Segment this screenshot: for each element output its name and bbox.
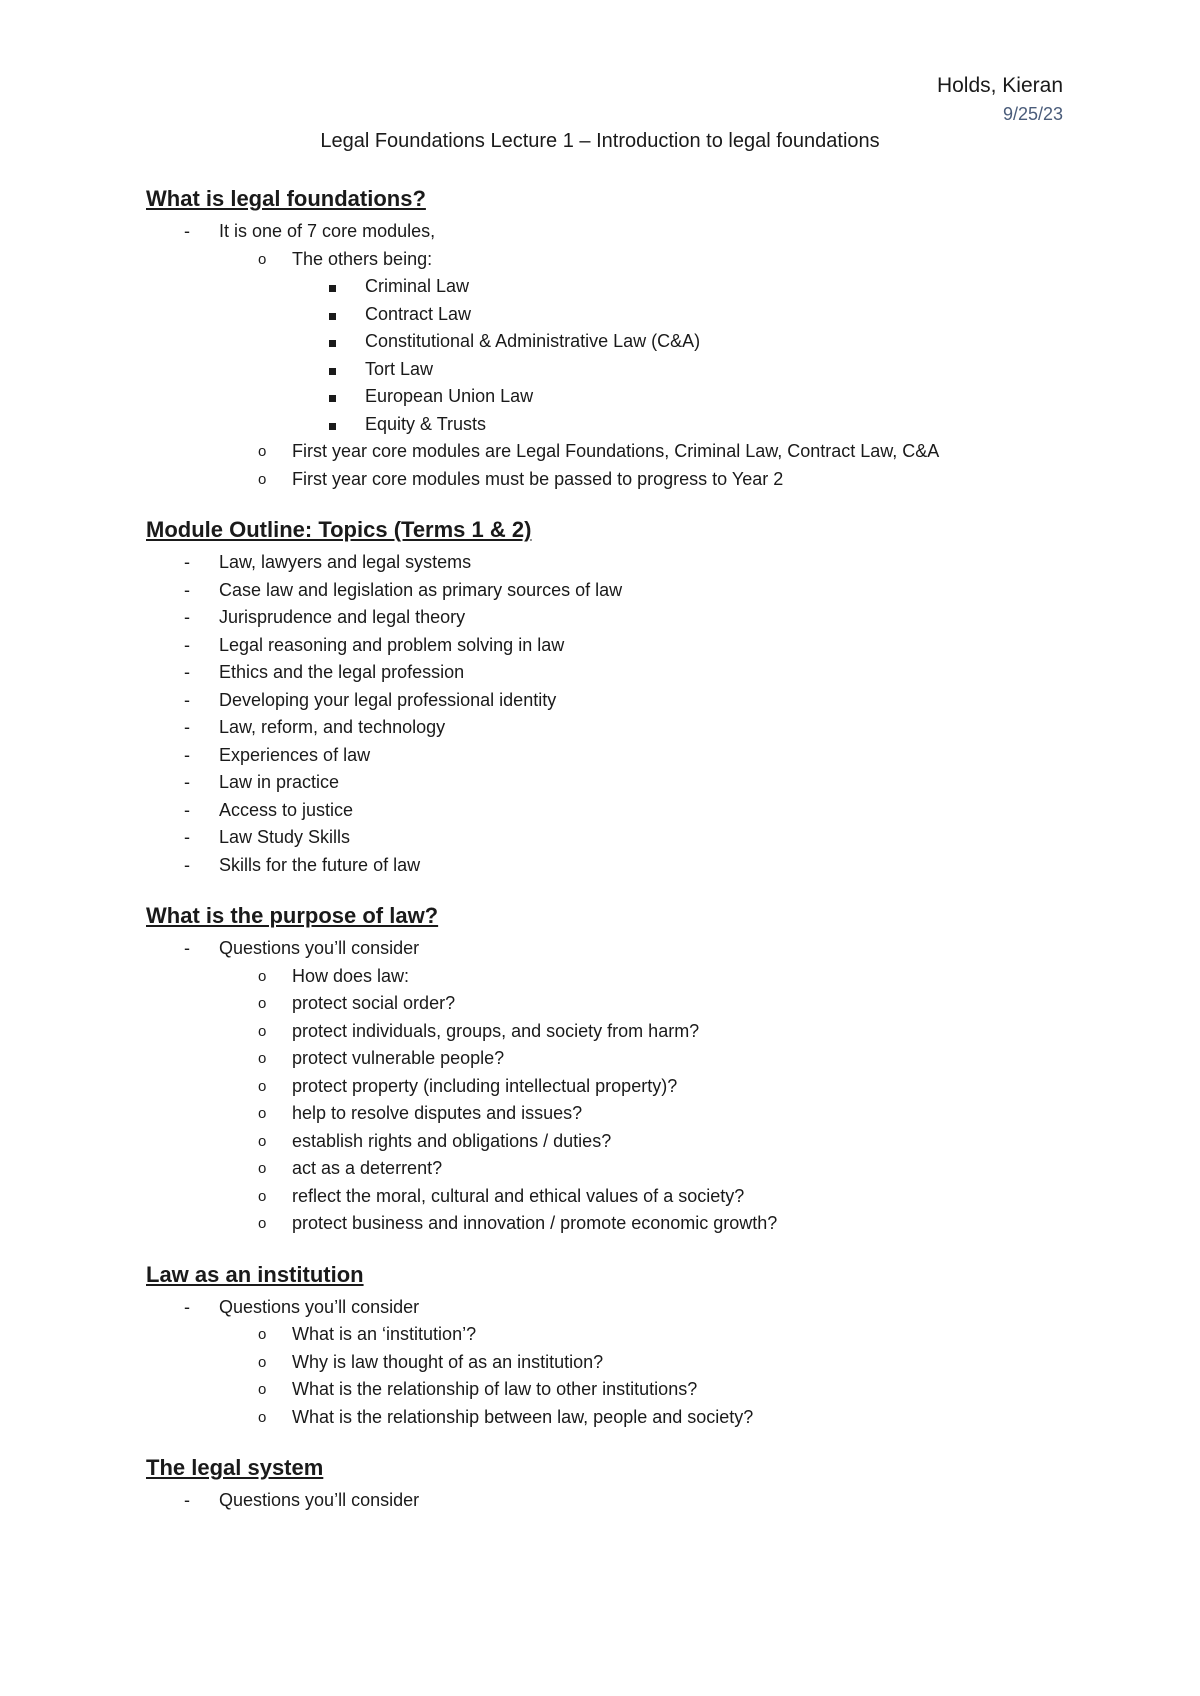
list-item: [146, 328, 1096, 356]
list-item: [146, 1155, 1096, 1183]
list-item-text: protect individuals, groups, and society from harm?: [292, 1020, 700, 1041]
list-item: [146, 273, 1096, 301]
dash-bullet-icon: -: [184, 607, 190, 627]
list-item: [146, 935, 1096, 963]
list-item: [146, 466, 1096, 494]
list-item-text: It is one of 7 core modules,: [219, 221, 436, 241]
list-item-text: establish rights and obligations / duties?: [292, 1130, 612, 1151]
section-heading: Module Outline: Topics (Terms 1 & 2): [146, 517, 532, 542]
dash-bullet-icon: -: [184, 1490, 190, 1510]
list-item-text: Experiences of law: [219, 744, 371, 765]
circle-bullet-icon: o: [258, 1132, 267, 1150]
list-item-text: act as a deterrent?: [292, 1158, 443, 1178]
square-bullet-icon: [329, 383, 336, 411]
circle-bullet-icon: o: [258, 443, 267, 460]
list-item: [146, 1128, 1096, 1156]
list-item: [146, 549, 1096, 577]
list-item: [146, 1404, 1096, 1432]
circle-bullet-icon: o: [258, 1353, 267, 1371]
circle-bullet-icon: o: [258, 1077, 267, 1095]
list-item: [146, 1018, 1096, 1046]
list-item: [146, 963, 1096, 991]
list-item: [146, 742, 1096, 770]
list-item: [146, 797, 1096, 825]
list-item: [146, 659, 1096, 687]
list-item: [146, 1349, 1096, 1377]
list-item-text: First year core modules are Legal Foundations, Criminal Law, Contract Law, C&A: [292, 441, 940, 461]
list-item: [146, 990, 1096, 1018]
circle-bullet-icon: o: [258, 470, 267, 488]
section: [146, 515, 1096, 879]
circle-bullet-icon: o: [258, 1326, 267, 1343]
list-item: [146, 301, 1096, 329]
list-item-text: reflect the moral, cultural and ethical values of a society?: [292, 1185, 745, 1206]
dash-bullet-icon: -: [184, 662, 190, 682]
list-item: [146, 1183, 1096, 1211]
dash-bullet-icon: -: [184, 772, 190, 792]
circle-bullet-icon: o: [258, 995, 267, 1012]
dash-bullet-icon: -: [184, 221, 190, 241]
list-item-text: Law, reform, and technology: [219, 717, 446, 737]
list-item-text: protect social order?: [292, 993, 456, 1013]
list-item-text: Constitutional & Administrative Law (C&A): [365, 331, 701, 351]
square-bullet-icon: [329, 301, 336, 329]
list-item-text: What is the relationship of law to other institutions?: [292, 1379, 698, 1399]
list-item-text: European Union Law: [365, 386, 534, 406]
circle-bullet-icon: o: [258, 1160, 267, 1177]
list-item: [146, 1045, 1096, 1073]
page-title: Legal Foundations Lecture 1 – Introduction to legal foundations: [320, 130, 880, 152]
list-item-text: help to resolve disputes and issues?: [292, 1103, 583, 1123]
list-item: [146, 438, 1096, 466]
dash-bullet-icon: -: [184, 579, 190, 600]
list-item-text: Access to justice: [219, 799, 354, 820]
dash-bullet-icon: -: [184, 717, 190, 737]
list-item-text: Legal reasoning and problem solving in law: [219, 634, 565, 655]
list-item-text: Jurisprudence and legal theory: [219, 607, 466, 627]
list-item: [146, 383, 1096, 411]
dash-bullet-icon: -: [184, 744, 190, 765]
square-bullet-icon: [329, 411, 336, 439]
list-item: [146, 632, 1096, 660]
dash-bullet-icon: -: [184, 634, 190, 655]
square-bullet-icon: [329, 356, 336, 384]
list-item-text: How does law:: [292, 965, 410, 986]
list-item: [146, 687, 1096, 715]
circle-bullet-icon: o: [258, 1408, 267, 1426]
list-item-text: Law, lawyers and legal systems: [219, 552, 472, 572]
list-item: [146, 824, 1096, 852]
list-item-text: protect business and innovation / promote economic growth?: [292, 1213, 778, 1233]
list-item-text: Why is law thought of as an institution?: [292, 1351, 604, 1372]
section-heading: What is the purpose of law?: [146, 903, 439, 928]
dash-bullet-icon: -: [184, 827, 190, 847]
list-item-text: The others being:: [292, 248, 433, 269]
dash-bullet-icon: -: [184, 854, 190, 875]
list-item-text: Skills for the future of law: [219, 854, 421, 875]
section-heading: Law as an institution: [146, 1261, 364, 1287]
dash-bullet-icon: -: [184, 1296, 190, 1317]
list-item-text: Case law and legislation as primary sources of law: [219, 579, 623, 600]
circle-bullet-icon: o: [258, 1381, 267, 1398]
dash-bullet-icon: -: [184, 799, 190, 820]
section: [146, 1260, 1096, 1432]
square-bullet-icon: [329, 328, 336, 356]
list-item: [146, 1321, 1096, 1349]
circle-bullet-icon: o: [258, 1215, 267, 1232]
list-item: [146, 577, 1096, 605]
circle-bullet-icon: o: [258, 1105, 267, 1122]
list-item-text: Contract Law: [365, 303, 472, 324]
section-heading: The legal system: [146, 1455, 324, 1480]
list-item-text: What is the relationship between law, people and society?: [292, 1406, 754, 1427]
list-item: [146, 604, 1096, 632]
list-item: [146, 769, 1096, 797]
section: [146, 184, 1096, 493]
author-name: Holds, Kieran: [936, 74, 1063, 97]
list-item-text: Equity & Trusts: [365, 413, 487, 434]
list-item: [146, 246, 1096, 274]
list-item: [146, 1487, 1096, 1515]
circle-bullet-icon: o: [258, 250, 267, 268]
list-item: [146, 1073, 1096, 1101]
circle-bullet-icon: o: [258, 967, 267, 985]
list-item: [146, 714, 1096, 742]
list-item-text: Developing your legal professional identity: [219, 689, 557, 710]
list-item: [146, 1210, 1096, 1238]
document-body: [146, 184, 1096, 1537]
section-heading: What is legal foundations?: [146, 186, 426, 211]
list-item-text: Ethics and the legal profession: [219, 662, 465, 682]
list-item: [146, 411, 1096, 439]
list-item-text: Tort Law: [365, 358, 434, 379]
circle-bullet-icon: o: [258, 1050, 267, 1067]
list-item-text: protect vulnerable people?: [292, 1048, 505, 1068]
list-item: [146, 852, 1096, 880]
list-item-text: Law in practice: [219, 772, 340, 792]
list-item-text: First year core modules must be passed to progress to Year 2: [292, 468, 784, 489]
dash-bullet-icon: -: [184, 689, 190, 710]
section: [146, 901, 1096, 1238]
list-item-text: Criminal Law: [365, 276, 470, 296]
list-item: [146, 218, 1096, 246]
list-item-text: Law Study Skills: [219, 827, 351, 847]
list-item-text: Questions you’ll consider: [219, 1296, 420, 1317]
list-item: [146, 1294, 1096, 1322]
list-item-text: Questions you’ll consider: [219, 938, 420, 958]
list-item: [146, 1100, 1096, 1128]
list-item: [146, 1376, 1096, 1404]
circle-bullet-icon: o: [258, 1187, 267, 1205]
dash-bullet-icon: -: [184, 938, 190, 958]
circle-bullet-icon: o: [258, 1022, 267, 1040]
dash-bullet-icon: -: [184, 552, 190, 572]
list-item: [146, 356, 1096, 384]
section: [146, 1453, 1096, 1515]
list-item-text: What is an ‘institution’?: [292, 1324, 477, 1344]
list-item-text: Questions you’ll consider: [219, 1490, 420, 1510]
square-bullet-icon: [329, 273, 336, 301]
list-item-text: protect property (including intellectual property)?: [292, 1075, 678, 1096]
date: 9/25/23: [1002, 104, 1063, 124]
